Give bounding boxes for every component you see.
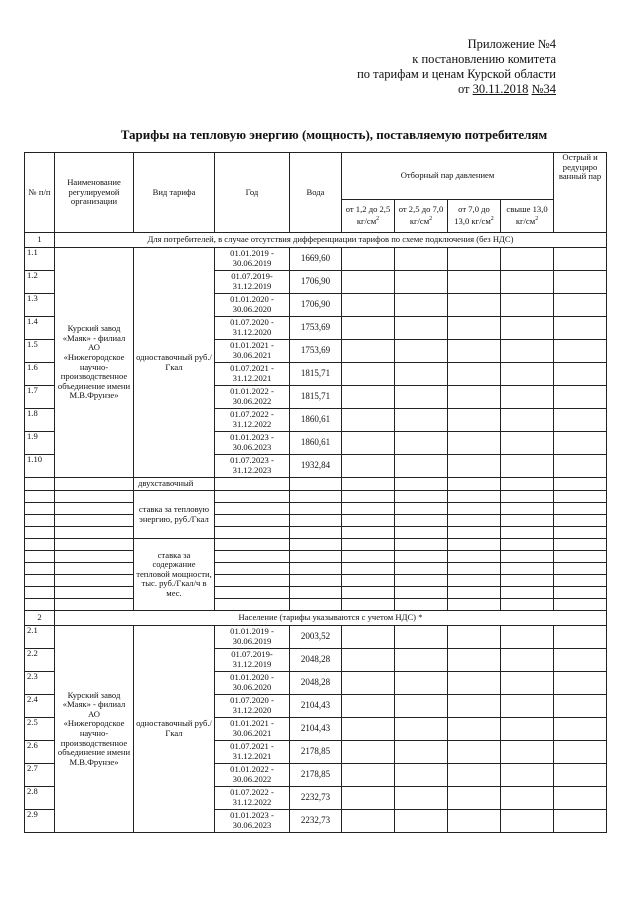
empty-cell: [395, 599, 448, 611]
empty-cell: [395, 810, 448, 833]
empty-cell: [554, 741, 607, 764]
empty-cell: [501, 672, 554, 695]
tariff-period: 01.07.2022 - 31.12.2022: [215, 787, 290, 810]
empty-cell: [395, 764, 448, 787]
empty-cell: [554, 503, 607, 515]
steam-range-2: от 2,5 до 7,0 $кг/см^2$: [395, 200, 448, 233]
empty-cell: [501, 294, 554, 317]
empty-cell: [501, 491, 554, 503]
empty-cell: [501, 741, 554, 764]
water-tariff-value: 2104,43: [290, 718, 342, 741]
empty-cell: [448, 551, 501, 563]
empty-cell: [25, 563, 55, 575]
tariff-period: 01.01.2020 - 30.06.2020: [215, 672, 290, 695]
empty-cell: [501, 409, 554, 432]
empty-cell: [395, 626, 448, 649]
header-row: [25, 153, 607, 200]
empty-cell: [395, 695, 448, 718]
empty-cell: [342, 764, 395, 787]
tariff-period: 01.01.2023 - 30.06.2023: [215, 810, 290, 833]
empty-cell: [501, 340, 554, 363]
table-row: [25, 626, 607, 649]
empty-cell: [395, 649, 448, 672]
empty-cell: [25, 503, 55, 515]
tariff-period: 01.07.2021 - 31.12.2021: [215, 741, 290, 764]
empty-cell: [342, 787, 395, 810]
committee-line: по тарифам и ценам Курской области: [357, 67, 556, 81]
col-steam-header: Отборный пар давлением: [342, 153, 554, 200]
empty-cell: [395, 491, 448, 503]
empty-cell: [501, 363, 554, 386]
empty-cell: [25, 527, 55, 539]
tariff-period: 01.07.2023 - 31.12.2023: [215, 455, 290, 478]
col-num-header: № п/п: [25, 153, 55, 233]
section-label: Население (тарифы указываются с учетом НДС) *: [55, 611, 607, 626]
water-tariff-value: 1860,61: [290, 432, 342, 455]
empty-cell: [554, 432, 607, 455]
row-number: 1.6: [25, 363, 55, 386]
empty-cell: [25, 515, 55, 527]
empty-cell: [501, 787, 554, 810]
empty-cell: [554, 551, 607, 563]
empty-cell: [290, 563, 342, 575]
water-tariff-value: 2003,52: [290, 626, 342, 649]
empty-cell: [290, 587, 342, 599]
tariff-period: 01.07.2020 - 31.12.2020: [215, 695, 290, 718]
empty-cell: [342, 695, 395, 718]
empty-cell: [448, 626, 501, 649]
empty-cell: [448, 515, 501, 527]
empty-cell: [342, 599, 395, 611]
empty-cell: [448, 787, 501, 810]
empty-cell: [554, 294, 607, 317]
empty-cell: [395, 575, 448, 587]
water-tariff-value: 2178,85: [290, 741, 342, 764]
empty-cell: [501, 515, 554, 527]
section-number: 1: [25, 233, 55, 248]
two-part-row: [25, 478, 607, 491]
empty-cell: [25, 587, 55, 599]
energy-rate-label: ставка за тепловую энергию, руб./Гкал: [134, 491, 215, 539]
water-tariff-value: 2178,85: [290, 764, 342, 787]
empty-cell: [55, 491, 134, 503]
empty-cell: [395, 672, 448, 695]
empty-cell: [55, 515, 134, 527]
empty-cell: [501, 563, 554, 575]
empty-cell: [448, 340, 501, 363]
empty-cell: [501, 599, 554, 611]
empty-cell: [501, 527, 554, 539]
empty-cell: [501, 478, 554, 491]
water-tariff-value: 1932,84: [290, 455, 342, 478]
resolution-number: №34: [531, 82, 556, 96]
empty-cell: [501, 718, 554, 741]
row-number: 2.2: [25, 649, 55, 672]
empty-cell: [501, 649, 554, 672]
empty-cell: [395, 455, 448, 478]
empty-cell: [342, 575, 395, 587]
empty-cell: [342, 649, 395, 672]
section-row: [25, 233, 607, 248]
col-water-header: Вода: [290, 153, 342, 233]
table-row: [25, 587, 607, 599]
empty-cell: [448, 764, 501, 787]
table-row: [25, 575, 607, 587]
tariff-period: 01.07.2021 - 31.12.2021: [215, 363, 290, 386]
empty-cell: [395, 527, 448, 539]
empty-cell: [290, 599, 342, 611]
empty-cell: [554, 527, 607, 539]
empty-cell: [342, 340, 395, 363]
empty-cell: [215, 515, 290, 527]
empty-cell: [448, 695, 501, 718]
tariff-type: одноставочный руб./Гкал: [134, 248, 215, 478]
empty-cell: [215, 563, 290, 575]
empty-cell: [448, 599, 501, 611]
empty-cell: [501, 587, 554, 599]
tariff-period: 01.01.2023 - 30.06.2023: [215, 432, 290, 455]
empty-cell: [448, 409, 501, 432]
empty-cell: [55, 587, 134, 599]
empty-cell: [290, 551, 342, 563]
empty-cell: [554, 248, 607, 271]
water-tariff-value: 2232,73: [290, 810, 342, 833]
empty-cell: [342, 810, 395, 833]
empty-cell: [448, 741, 501, 764]
table-row: [25, 563, 607, 575]
empty-cell: [448, 294, 501, 317]
resolution-line: к постановлению комитета: [412, 52, 556, 66]
row-number: 2.4: [25, 695, 55, 718]
empty-cell: [448, 718, 501, 741]
empty-cell: [448, 527, 501, 539]
tariff-period: 01.01.2020 - 30.06.2020: [215, 294, 290, 317]
capacity-rate-label: ставка за содержание тепловой мощности, тыс. руб./Гкал/ч в мес.: [134, 539, 215, 611]
empty-cell: [395, 386, 448, 409]
empty-cell: [395, 248, 448, 271]
empty-cell: [395, 587, 448, 599]
empty-cell: [448, 539, 501, 551]
row-number: 1.10: [25, 455, 55, 478]
empty-cell: [55, 563, 134, 575]
empty-cell: [395, 563, 448, 575]
empty-cell: [448, 478, 501, 491]
empty-cell: [215, 599, 290, 611]
empty-cell: [290, 539, 342, 551]
empty-cell: [554, 478, 607, 491]
empty-cell: [554, 271, 607, 294]
empty-cell: [448, 491, 501, 503]
section-number: 2: [25, 611, 55, 626]
empty-cell: [215, 491, 290, 503]
water-tariff-value: 2048,28: [290, 649, 342, 672]
col-year-header: Год: [215, 153, 290, 233]
empty-cell: [342, 672, 395, 695]
empty-cell: [395, 515, 448, 527]
row-number: 1.1: [25, 248, 55, 271]
steam-range-4: свыше 13,0 $кг/см^2$: [501, 200, 554, 233]
empty-cell: [448, 271, 501, 294]
empty-cell: [55, 551, 134, 563]
water-tariff-value: 1815,71: [290, 386, 342, 409]
empty-cell: [395, 741, 448, 764]
empty-cell: [448, 649, 501, 672]
water-tariff-value: 2104,43: [290, 695, 342, 718]
empty-cell: [215, 587, 290, 599]
empty-cell: [55, 599, 134, 611]
empty-cell: [395, 363, 448, 386]
table-row: [25, 248, 607, 271]
row-number: 1.2: [25, 271, 55, 294]
empty-cell: [448, 317, 501, 340]
empty-cell: [448, 432, 501, 455]
table-row: [25, 551, 607, 563]
water-tariff-value: 1706,90: [290, 271, 342, 294]
organization-name: Курский завод «Маяк» - филиал АО «Нижегородское научно-производственное объединение имени М.В.Фрунзе»: [55, 248, 134, 478]
table-row: [25, 515, 607, 527]
empty-cell: [501, 695, 554, 718]
empty-cell: [342, 563, 395, 575]
empty-cell: [342, 503, 395, 515]
empty-cell: [448, 386, 501, 409]
empty-cell: [25, 551, 55, 563]
table-row: [25, 503, 607, 515]
date-line: от 30.11.2018 №34: [457, 82, 556, 96]
row-number: 2.5: [25, 718, 55, 741]
row-number: 1.7: [25, 386, 55, 409]
table-row: [25, 599, 607, 611]
empty-cell: [342, 626, 395, 649]
tariff-period: 01.07.2020 - 31.12.2020: [215, 317, 290, 340]
empty-cell: [501, 626, 554, 649]
empty-cell: [554, 409, 607, 432]
empty-cell: [25, 478, 55, 491]
empty-cell: [448, 503, 501, 515]
empty-cell: [501, 575, 554, 587]
empty-cell: [290, 478, 342, 491]
water-tariff-value: 1706,90: [290, 294, 342, 317]
col-sharp-steam-header: Острый и редуциро ванный пар: [554, 153, 607, 233]
empty-cell: [554, 587, 607, 599]
empty-cell: [25, 575, 55, 587]
tariff-period: 01.07.2022 - 31.12.2022: [215, 409, 290, 432]
tariff-period: 01.01.2021 - 30.06.2021: [215, 718, 290, 741]
empty-cell: [290, 527, 342, 539]
col-tariff-header: Вид тарифа: [134, 153, 215, 233]
empty-cell: [501, 432, 554, 455]
tariff-type: одноставочный руб./Гкал: [134, 626, 215, 833]
empty-cell: [554, 764, 607, 787]
empty-cell: [342, 363, 395, 386]
empty-cell: [395, 271, 448, 294]
empty-cell: [342, 478, 395, 491]
empty-cell: [215, 575, 290, 587]
empty-cell: [55, 527, 134, 539]
row-number: 2.7: [25, 764, 55, 787]
appendix-label: Приложение №4: [467, 37, 556, 51]
empty-cell: [342, 718, 395, 741]
empty-cell: [554, 340, 607, 363]
tariff-period: 01.07.2019-31.12.2019: [215, 271, 290, 294]
empty-cell: [395, 294, 448, 317]
empty-cell: [554, 539, 607, 551]
empty-cell: [554, 455, 607, 478]
empty-cell: [448, 455, 501, 478]
empty-cell: [395, 409, 448, 432]
empty-cell: [554, 563, 607, 575]
empty-cell: [342, 551, 395, 563]
row-number: 2.8: [25, 787, 55, 810]
empty-cell: [25, 491, 55, 503]
empty-cell: [448, 575, 501, 587]
empty-cell: [215, 503, 290, 515]
empty-cell: [554, 515, 607, 527]
empty-cell: [448, 563, 501, 575]
tariff-period: 01.07.2019-31.12.2019: [215, 649, 290, 672]
empty-cell: [395, 551, 448, 563]
empty-cell: [395, 317, 448, 340]
organization-name: Курский завод «Маяк» - филиал АО «Нижегородское научно-производственное объединение имени М.В.Фрунзе»: [55, 626, 134, 833]
row-number: 1.8: [25, 409, 55, 432]
empty-cell: [554, 575, 607, 587]
tariff-table: [24, 152, 607, 833]
empty-cell: [215, 551, 290, 563]
empty-cell: [395, 340, 448, 363]
empty-cell: [342, 432, 395, 455]
empty-cell: [448, 363, 501, 386]
empty-cell: [554, 718, 607, 741]
empty-cell: [342, 527, 395, 539]
empty-cell: [395, 787, 448, 810]
empty-cell: [215, 478, 290, 491]
empty-cell: [554, 363, 607, 386]
empty-cell: [55, 539, 134, 551]
empty-cell: [342, 741, 395, 764]
empty-cell: [395, 503, 448, 515]
empty-cell: [342, 515, 395, 527]
empty-cell: [501, 810, 554, 833]
empty-cell: [290, 491, 342, 503]
empty-cell: [342, 539, 395, 551]
table-row: [25, 527, 607, 539]
empty-cell: [55, 503, 134, 515]
row-number: 1.3: [25, 294, 55, 317]
document-header: [256, 37, 556, 97]
empty-cell: [290, 575, 342, 587]
water-tariff-value: 2048,28: [290, 672, 342, 695]
water-tariff-value: 1815,71: [290, 363, 342, 386]
empty-cell: [554, 599, 607, 611]
table-row: [25, 491, 607, 503]
two-part-tariff-label: двухставочный: [134, 478, 215, 491]
empty-cell: [55, 575, 134, 587]
empty-cell: [342, 248, 395, 271]
empty-cell: [448, 810, 501, 833]
steam-range-1: от 1,2 до 2,5 $кг/см^2$: [342, 200, 395, 233]
empty-cell: [501, 317, 554, 340]
empty-cell: [395, 539, 448, 551]
empty-cell: [342, 294, 395, 317]
tariff-period: 01.01.2021 - 30.06.2021: [215, 340, 290, 363]
table-body: [25, 153, 607, 833]
empty-cell: [342, 386, 395, 409]
tariff-period: 01.01.2022 - 30.06.2022: [215, 764, 290, 787]
water-tariff-value: 1753,69: [290, 317, 342, 340]
row-number: 1.9: [25, 432, 55, 455]
empty-cell: [501, 248, 554, 271]
row-number: 2.1: [25, 626, 55, 649]
tariff-period: 01.01.2019 - 30.06.2019: [215, 626, 290, 649]
empty-cell: [342, 455, 395, 478]
empty-cell: [448, 248, 501, 271]
row-number: 2.3: [25, 672, 55, 695]
empty-cell: [554, 787, 607, 810]
empty-cell: [554, 626, 607, 649]
empty-cell: [448, 672, 501, 695]
section-row: [25, 611, 607, 626]
empty-cell: [342, 271, 395, 294]
empty-cell: [501, 455, 554, 478]
row-number: 2.9: [25, 810, 55, 833]
empty-cell: [215, 527, 290, 539]
empty-cell: [554, 317, 607, 340]
empty-cell: [25, 599, 55, 611]
empty-cell: [554, 672, 607, 695]
empty-cell: [501, 539, 554, 551]
empty-cell: [501, 271, 554, 294]
empty-cell: [554, 810, 607, 833]
empty-cell: [290, 515, 342, 527]
table-row: [25, 539, 607, 551]
empty-cell: [395, 718, 448, 741]
empty-cell: [25, 539, 55, 551]
water-tariff-value: 1669,60: [290, 248, 342, 271]
empty-cell: [554, 649, 607, 672]
empty-cell: [342, 587, 395, 599]
section-label: Для потребителей, в случае отсутствия дифференциации тарифов по схеме подключения (без НДС): [55, 233, 607, 248]
water-tariff-value: 1860,61: [290, 409, 342, 432]
empty-cell: [290, 503, 342, 515]
empty-cell: [342, 409, 395, 432]
water-tariff-value: 2232,73: [290, 787, 342, 810]
row-number: 2.6: [25, 741, 55, 764]
row-number: 1.4: [25, 317, 55, 340]
steam-range-3: от 7,0 до 13,0 $кг/см^2$: [448, 200, 501, 233]
empty-cell: [215, 539, 290, 551]
empty-cell: [395, 478, 448, 491]
page-title: Тарифы на тепловую энергию (мощность), поставляемую потребителям: [120, 127, 548, 142]
tariff-period: 01.01.2022 - 30.06.2022: [215, 386, 290, 409]
empty-cell: [501, 551, 554, 563]
col-org-header: Наименование регулируемой организации: [55, 153, 134, 233]
empty-cell: [554, 695, 607, 718]
row-number: 1.5: [25, 340, 55, 363]
empty-cell: [554, 491, 607, 503]
empty-cell: [342, 317, 395, 340]
empty-cell: [342, 491, 395, 503]
empty-cell: [554, 386, 607, 409]
empty-cell: [55, 478, 134, 491]
tariff-period: 01.01.2019 - 30.06.2019: [215, 248, 290, 271]
empty-cell: [501, 764, 554, 787]
empty-cell: [395, 432, 448, 455]
empty-cell: [448, 587, 501, 599]
water-tariff-value: 1753,69: [290, 340, 342, 363]
empty-cell: [501, 386, 554, 409]
empty-cell: [501, 503, 554, 515]
resolution-date: 30.11.2018: [472, 82, 529, 96]
